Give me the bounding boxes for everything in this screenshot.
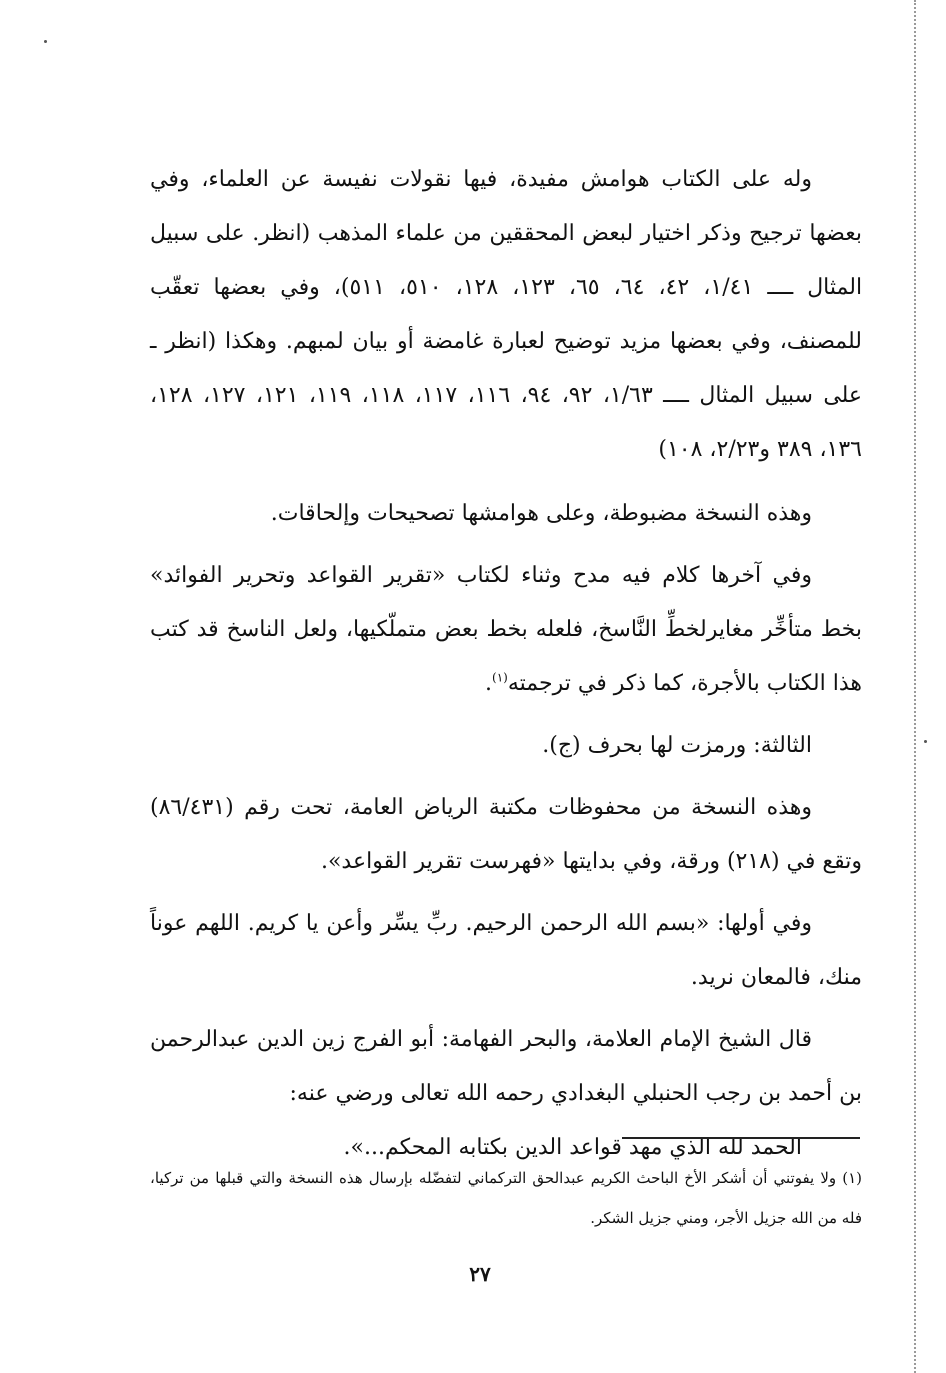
paragraph-hamdala: الحمد لله الذي مهد قواعد الدين بكتابه المحكم...».	[343, 1135, 802, 1160]
paragraph-manuscript-end	[150, 549, 862, 711]
page-number: ٢٧	[469, 1262, 491, 1286]
paragraph-third-copy-location: وهذه النسخة من محفوظات مكتبة الرياض العامة، تحت رقم (٨٦/٤٣١) وتقع في (٢١٨) ورقة، وفي بدايتها «فهرست تقرير القواعد».	[150, 795, 862, 874]
paragraph-author-intro: قال الشيخ الإمام العلامة، والبحر الفهامة: أبو الفرج زين الدين عبدالرحمن بن أحمد بن رجب الحنبلي البغدادي رحمه الله تعالى ورضي عنه:	[150, 1027, 862, 1106]
paragraph-opening: وفي أولها: «بسم الله الرحمن الرحيم. ربِّ يسِّر وأعن يا كريم. اللهم عوناً منك، فالمعان نريد.	[150, 911, 862, 990]
footnote-separator	[622, 1137, 860, 1139]
page-edge-dotted-line	[914, 0, 916, 1373]
paragraph-manuscript-end-text: وفي آخرها كلام فيه مدح وثناء لكتاب «تقرير القواعد وتحرير الفوائد» بخط متأخِّر مغايرلخطِّ النَّاسخ، فلعله بخط بعض متملّكيها، ولعل الناسخ قد كتب هذا الكتاب بالأجرة، كما ذكر في ترجمته	[150, 563, 862, 696]
footnote-reference[interactable]: (١)	[492, 670, 508, 685]
scan-speck	[924, 740, 927, 743]
footnotes-block	[150, 1158, 862, 1238]
paragraph-manuscript-state: وهذه النسخة مضبوطة، وعلى هوامشها تصحيحات وإلحاقات.	[270, 501, 812, 526]
paragraph-third-copy: الثالثة: ورمزت لها بحرف (ج).	[542, 733, 812, 758]
main-text-block	[150, 153, 862, 1175]
scan-speck	[44, 40, 47, 43]
footnote-1: (١) ولا يفوتني أن أشكر الأخ الباحث الكريم عبدالحق التركماني لتفضّله بإرسال هذه النسخة والتي قبلها من تركيا، فله من الله جزيل الأجر، ومني جزيل الشكر.	[150, 1169, 862, 1227]
paragraph-notes: وله على الكتاب هوامش مفيدة، فيها نقولات نفيسة عن العلماء، وفي بعضها ترجيح وذكر اختيار لبعض المحققين من علماء المذهب (انظر. على سبيل المثال ــــ ١/٤١، ٤٢، ٦٤، ٦٥، ١٢٣، ١٢٨، ٥١٠، ٥١١)، وفي بعضها تعقّب للمصنف، وفي بعضها مزيد توضيح لعبارة غامضة أو بيان لمبهم. وهكذا (انظر ـ على سبيل المثال ــــ ١/٦٣، ٩٢، ٩٤، ١١٦، ١١٧، ١١٨، ١١٩، ١٢١، ١٢٧، ١٢٨، ١٣٦، ٣٨٩ و٢/٢٣، ١٠٨)	[150, 167, 863, 462]
paragraph-end-mark: .	[485, 671, 493, 696]
